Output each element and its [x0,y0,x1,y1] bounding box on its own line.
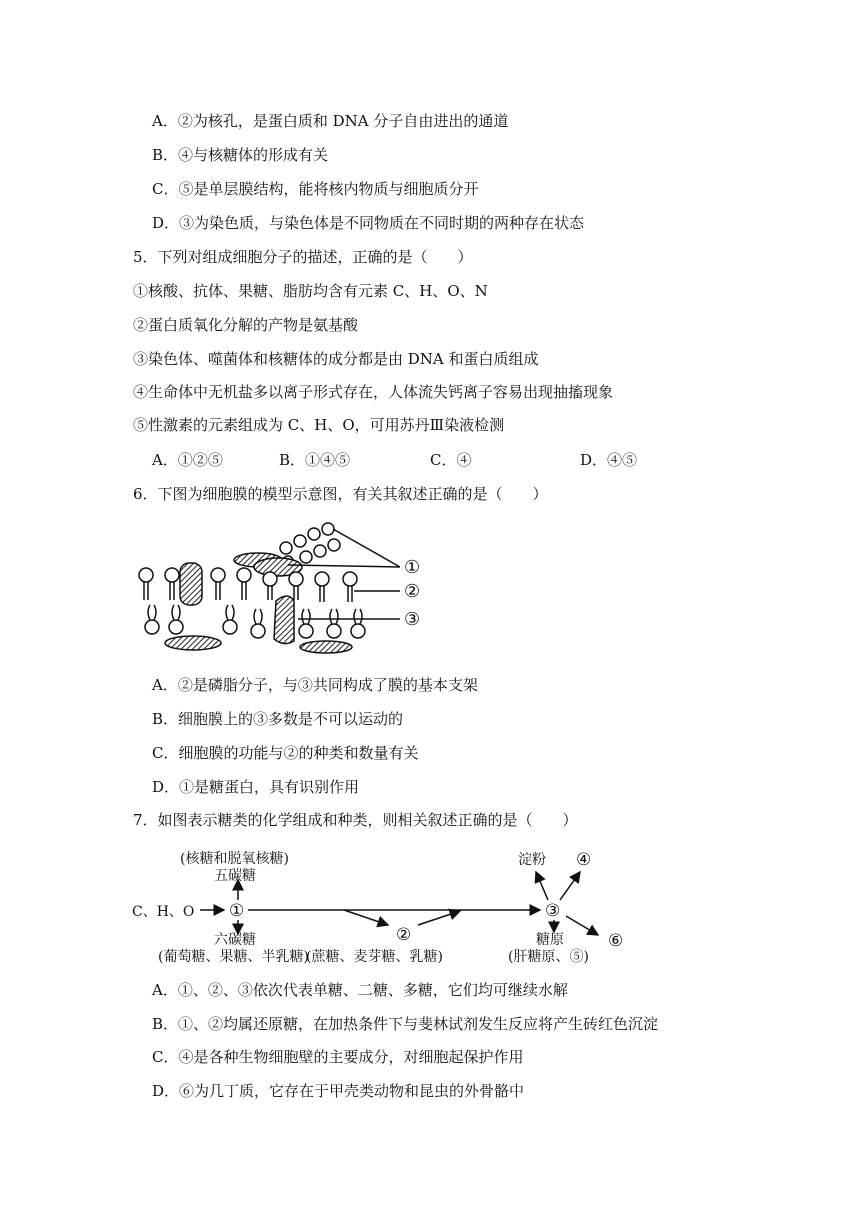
glycogen-label: 糖原 [536,932,564,948]
q7-option-c: C．④是各种生物细胞壁的主要成分，对细胞起保护作用 [152,1048,524,1066]
node-1: ① [229,901,245,921]
node-3: ③ [545,901,561,921]
q5-choice-d: D．④⑤ [580,451,638,469]
q7-option-d: D．⑥为几丁质，它存在于甲壳类动物和昆虫的外骨骼中 [152,1082,525,1100]
q6-option-b: B．细胞膜上的③多数是不可以运动的 [152,710,404,728]
starch-label: 淀粉 [518,852,546,868]
carbohydrate-diagram [128,840,648,970]
q7-option-a: A．①、②、③依次代表单糖、二糖、多糖，它们均可继续水解 [152,981,568,999]
q6-option-c: C．细胞膜的功能与②的种类和数量有关 [152,744,419,762]
q6-stem: 6．下图为细胞膜的模型示意图，有关其叙述正确的是（ ） [133,485,548,503]
hexose-examples: (葡萄糖、果糖、半乳糖) [158,949,309,965]
node-6: ⑥ [608,931,624,951]
q5-stem: 5．下列对组成细胞分子的描述，正确的是（ ） [133,248,473,266]
elements-label: C、H、O [132,904,195,920]
membrane-label-3: ③ [404,609,421,630]
glycogen-examples: (肝糖原、⑤) [508,949,589,965]
node-4: ④ [576,850,592,870]
membrane-label-2: ② [404,581,421,602]
q4-option-c: C．⑤是单层膜结构，能将核内物质与细胞质分开 [152,180,479,198]
q5-choice-b: B．①④⑤ [279,451,351,469]
q4-option-d: D．③为染色质，与染色体是不同物质在不同时期的两种存在状态 [152,214,585,232]
q6-option-a: A．②是磷脂分子，与③共同构成了膜的基本支架 [152,676,478,694]
q5-choice-a: A．①②⑤ [152,451,223,469]
q6-option-d: D．①是糖蛋白，具有识别作用 [152,778,360,796]
cell-membrane-diagram [128,515,438,660]
pentose-examples: (核糖和脱氧核糖) [180,851,289,867]
node-2: ② [396,925,412,945]
hexose-label: 六碳糖 [214,932,256,948]
pentose-label: 五碳糖 [214,868,256,884]
q4-option-a: A．②为核孔，是蛋白质和 DNA 分子自由进出的通道 [152,112,509,130]
q7-option-b: B．①、②均属还原糖，在加热条件下与斐林试剂发生反应将产生砖红色沉淀 [152,1015,659,1033]
q5-item-1: ①核酸、抗体、果糖、脂肪均含有元素 C、H、O、N [133,282,488,300]
membrane-label-1: ① [404,557,421,578]
q4-option-b: B．④与核糖体的形成有关 [152,146,329,164]
q5-item-3: ③染色体、噬菌体和核糖体的成分都是由 DNA 和蛋白质组成 [133,350,539,368]
q5-item-4: ④生命体中无机盐多以离子形式存在，人体流失钙离子容易出现抽搐现象 [133,383,614,401]
disaccharide-examples: (蔗糖、麦芽糖、乳糖) [306,949,443,965]
q5-item-5: ⑤性激素的元素组成为 C、H、O，可用苏丹Ⅲ染液检测 [133,416,505,434]
q5-choice-c: C．④ [430,451,472,469]
q7-stem: 7．如图表示糖类的化学组成和种类，则相关叙述正确的是（ ） [133,811,578,829]
q5-item-2: ②蛋白质氧化分解的产物是氨基酸 [133,316,359,334]
